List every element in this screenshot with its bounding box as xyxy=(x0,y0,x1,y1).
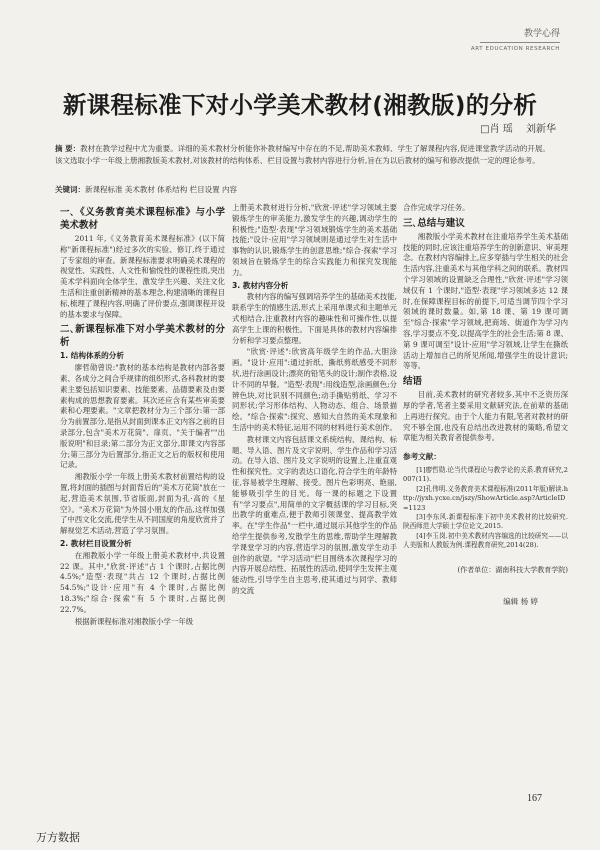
section-heading-1: 一､《义务教育美术课程标准》与小学美术教材 xyxy=(60,207,225,231)
author-1: □肖 瑶 xyxy=(480,124,513,135)
paragraph: "欣赏·评述":欣赏高年级学生的作品,大胆涂画。"设计·应用":通过折纸、撕纸剪纸感受不同形状,进行涂画设计;漂亮的铅笔头的设计;制作表格,设计不同的早餐。"造型·表现":用线造型,涂画颜色;分辨色块,对比识别不同颜色;动手撕贴剪纸、学习不同形状;学习形体结构、人物动态、组合、场景描绘。"综合·探索":探究、感知大自然的美术现象和生活中的美术特征,运用不同的材料进行美术创作。 xyxy=(232,347,397,432)
references-title: 参考文献： xyxy=(403,452,441,462)
author-affiliation: (作者单位：湖南科技大学教育学院) xyxy=(457,565,568,574)
abstract xyxy=(55,143,555,166)
authors xyxy=(470,120,556,135)
keywords xyxy=(55,184,555,195)
paragraph: 教材内容的编写强调培养学生的基础美术技能,联系学生的情感生活,形式上采用单课式和主题单元式相结合,注重教材内容的趣味性和可操作性,以提高学生上课的积极性。下面是具体的教材内容编排分析和学习要点整理。 xyxy=(232,292,397,345)
paragraph: 湘教版小学美术教材在注重培养学生美术基础技能的同时,应该注重培养学生的创新意识、审美理念。在教材内容编排上,应多穿插与学生相关的社会生活内容,注重美术与其他学科之间的联系。教材四个学习领域的设置缺乏合理性,"欣赏·评述"学习领域仅有 1 个课时,"造型·表现"学习领域多达 12 课时,在保障课程目标的前提下,可适当调节四个学习领域的课时数量。如,第 18 课、第 19 课可调至"综合·探索"学习领域,把商场、街道作为学习内容,学习要点不变,以提高学生的社会生活;第 8 课、第 9 课可调至"设计·应用"学习领域,让学生在撕纸活动上增加自己的所见所闻,增强学生的设计意识;等等。 xyxy=(403,231,568,371)
reference-item: [4]李玉岗.初中美术教材内容编选的比较研究——以人美版和人教版为例.课程教育研究,2014(28). xyxy=(403,531,568,550)
section-heading-2: 二､新课程标准下对小学美术教材的分析 xyxy=(60,324,225,349)
paragraph: 根据新课程标准对湘教版小学一年级 xyxy=(74,616,194,626)
editor-credit: 编辑 杨 婷 xyxy=(503,597,538,607)
article-title: 新课程标准下对小学美术教材(湘教版)的分析 xyxy=(62,91,538,119)
abstract-text: 教材在教学过程中尤为重要。详细的美术教材分析能你补教材编写中存在的不足,帮助美术教师、学生了解课程内容,促进课堂教学活动的开展。该文选取小学一年级上册湘教版美术教材,对该教材的结构体系、栏目设置与教材内容进行分析,旨在为以后教材的编写和修改提供一定的理论参考。 xyxy=(55,144,550,165)
header-rule xyxy=(480,42,560,43)
reference-item: [2]孔伟明.义务教育美术课程标准(2011年版)解读.http://jyxh.ycxe.cn/jszy/ShowArticle.asp?ArticleID=1123 xyxy=(403,484,568,512)
column-2 xyxy=(232,203,397,598)
paragraph: 在湘教版小学一年级上册美术教材中,共设置 22 课。其中,"欣赏·评述"占 1 个课时,占据比例 4.5%;"造型·表现"共占 12 个课时,占据比例 54.5%;"设计·应用"有 4 个课时,占据比例 18.3%;"综合·探索"有 5 个课时,占据比例 22.7%。 xyxy=(60,550,225,614)
reference-item: [3]李东风.新课程标准下初中美术教材的比较研究.陕西师范大学硕士学位论文,2015. xyxy=(403,512,568,531)
reference-item: [1]廖哲勋.论当代课程论与教学论的关系.教育研究,2007(11). xyxy=(403,465,568,484)
paragraph: 湘教版小学一年级上册美术教材前置结构的设置,将封面的插图与封面背后的"美术万花筒"放在一起,营造美术氛围,节省版面,封面为孔·高的《星空》。"美术万花筒"为外国小朋友的作品,这样加强了中西文化交流,使学生从不同国度的角度欣赏并了解视觉艺术活动,营造了学习氛围。 xyxy=(60,472,225,536)
abstract-label: 摘 要： xyxy=(55,144,81,153)
column-name: 教学心得 xyxy=(523,29,560,39)
footer-brand: 万方数据 xyxy=(36,831,80,844)
author-2: 刘新华 xyxy=(526,124,556,135)
section-heading-conclusion: 结语 xyxy=(403,376,423,388)
keywords-text: 新课程标准 美术教材 体系结构 栏目设置 内容 xyxy=(85,185,238,194)
page-number: 167 xyxy=(527,793,542,804)
subheading-columns: 2. 教材栏目设置分析 xyxy=(60,538,132,548)
subheading-content: 3. 教材内容分析 xyxy=(232,280,289,290)
subheading-structure: 1. 结构体系的分析 xyxy=(60,351,124,361)
paragraph: 廖哲勋曾说:"教材的基本结构是教材内部各要素、各成分之间合乎规律的组织形式,各科教材的要素主要包括知识要素、技能要素、品德要素及由要素构成的思想教育要素。其次还应含有某些审美要素和心理要素。"文章把教材分为三个部分:第一部分为前置部分,是指从封面到课本正文内容之前的目录部分,包含"美术万花筒"、扉页、"关于编者""出版说明"和目录;第二部分为正文部分,即课文内容部分;第三部分为后置部分,指正文之后的版权和使用记录。 xyxy=(60,363,225,470)
column-name-en: ART EDUCATION RESEARCH xyxy=(470,46,560,52)
paragraph: 2011 年,《义务教育美术课程标准》(以下简称"新课程标准")经过多次的实验、修订,终于通过了专家组的审查。新课程标准要求明确美术课程的视觉性、实践性、人文性和愉悦性的课程性质,突出美术学科面向全体学生、激发学生兴趣、关注文化生活和注重创新精神的基本理念,构建清晰的课程目标,梳理了课程内容,明确了评价要点,强调课程开设的基本要求与保障。 xyxy=(60,234,225,319)
column-1 xyxy=(60,203,225,628)
paragraph: 合作完成学习任务。 xyxy=(403,203,470,212)
running-header xyxy=(471,26,560,52)
section-heading-3: 三､总结与建议 xyxy=(403,217,465,229)
keywords-label: 关键词： xyxy=(55,185,85,194)
column-3 xyxy=(403,203,568,608)
paragraph: 上册美术教材进行分析,"欣赏·评述"学习领域主要锻炼学生的审美能力,激发学生的兴趣,调动学生的积极性;"造型·表现"学习领域锻炼学生的美术基础技能;"设计·应用"学习领域则是通过学生对生活中事物的认识,锻炼学生的创意思维;"综合·探索"学习领域旨在锻炼学生的综合实践能力和探究发现能力。 xyxy=(232,203,397,277)
paragraph: 目前,美术教材的研究者较多,其中不乏资历深厚的学者,笔者主要采用文献研究法,在前辈的基础上再进行探究。由于个人能力有限,笔者对教材的研究不够全面,也没有总结出改进教材的策略,希望文章能为相关教育者提供参考。 xyxy=(403,390,568,443)
paragraph: 教材课文内容包括课文系统结构、课结构、标题、导入语、图片及文字说明、学生作品和学习活动。在导入语、图片及文字说明的设置上,注重直观性和探究性。文字的表达口语化,符合学生的年龄特征,容易被学生理解、接受。图片色彩明亮、艳丽,能够吸引学生的目光。每一课的标题之下设置有"学习要点",用简单的文字概括课的学习目标,突出教学的重难点,便于教师引领课堂、提高教学效率。在"学生作品"一栏中,通过展示其他学生的作品给学生提供参考,发散学生的思维,帮助学生理解教学课堂学习的内容,营造学习的氛围,激发学生动手创作的欲望。"学习活动"栏目围绕本次课程学习的内容开展总结性、拓展性的活动,使同学生发挥主观能动性,引导学生自主思考,使其通过与同学、教师的交流 xyxy=(232,434,397,595)
